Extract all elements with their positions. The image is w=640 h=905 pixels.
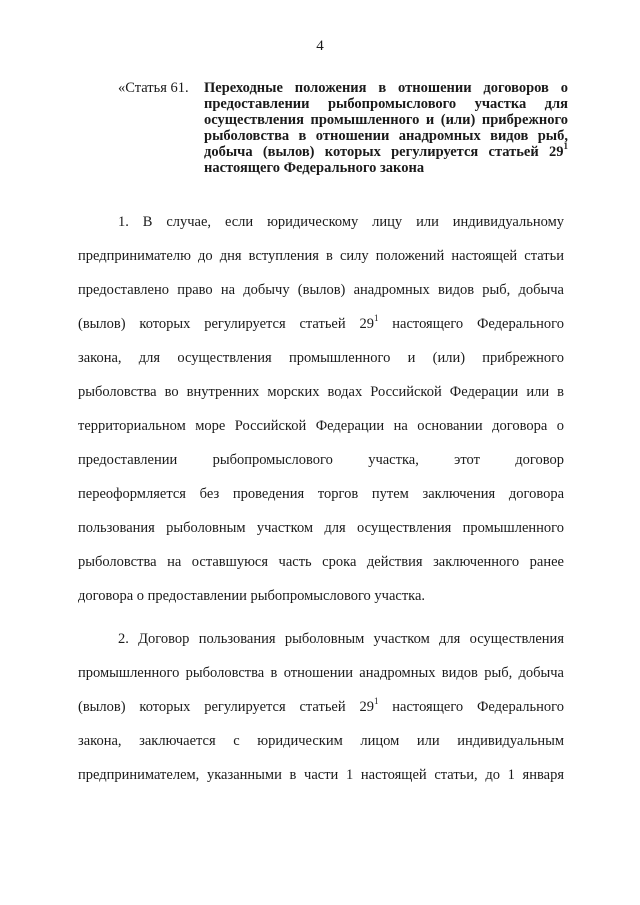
article-title-line: Переходные положения в отношении договоров о [204, 80, 568, 96]
page-number: 4 [316, 38, 324, 54]
paragraph-line: закона, для осуществления промышленного и (или) прибрежного [78, 350, 564, 366]
paragraph-line: закона, заключается с юридическим лицом или индивидуальным [78, 733, 564, 749]
paragraph-line [78, 690, 564, 724]
article-heading [118, 80, 568, 176]
article-title-line: регулируется статьей 29 [391, 144, 564, 160]
paragraph-line: 1. В случае, если юридическому лицу или индивидуальному [118, 214, 564, 230]
paragraph-segment: (вылов) которых регулируется статьей 29 [78, 699, 374, 715]
paragraph-line: предоставлено право на добычу (вылов) анадромных видов рыб, добыча [78, 282, 564, 298]
article-title-line: настоящего Федерального [204, 160, 377, 176]
article-title-line: закона [379, 160, 425, 176]
paragraph-line: договора о предоставлении рыбопромыслового участка. [78, 588, 426, 604]
paragraph-line: пользования рыболовным участком для осуществления промышленного [78, 520, 564, 536]
superscript-one: 1 [373, 313, 379, 324]
article-title-line: анадромных видов рыб, добыча (вылов) которых [204, 128, 569, 160]
superscript-one: 1 [373, 696, 379, 707]
paragraph-line: предоставлении рыбопромыслового участка, этот договор [78, 452, 564, 468]
paragraph-line: предпринимателем, указанными в части 1 настоящей статьи, до 1 января [78, 767, 564, 783]
paragraph-line: территориальном море Российской Федерации на основании договора о [78, 418, 564, 434]
article-title-line: осуществления промышленного и (или) [204, 112, 476, 128]
paragraph-segment: настоящего Федерального [378, 316, 564, 332]
article-title-line: прибрежного рыболовства в отношении [204, 112, 568, 144]
paragraph-line: рыболовства во внутренних морских водах Российской Федерации или в [78, 384, 564, 400]
article-title-line: предоставлении рыбопромыслового участка для [204, 96, 568, 112]
paragraph-line: 2. Договор пользования рыболовным участком для осуществления [118, 631, 564, 647]
article-label: «Статья 61. [118, 80, 189, 96]
superscript-one: 1 [563, 141, 568, 152]
paragraph-segment: настоящего Федерального [378, 699, 564, 715]
paragraph-2 [78, 622, 564, 792]
article-title [204, 80, 568, 176]
paragraph-line: промышленного рыболовства в отношении анадромных видов рыб, добыча [78, 665, 564, 681]
paragraph-line: рыболовства на оставшуюся часть срока действия заключенного ранее [78, 554, 564, 570]
paragraph-line: предпринимателю до дня вступления в силу положений настоящей статьи [78, 248, 564, 264]
paragraph-1 [78, 205, 564, 613]
paragraph-line [78, 307, 564, 341]
paragraph-line: переоформляется без проведения торгов путем заключения договора [78, 486, 564, 502]
paragraph-segment: (вылов) которых регулируется статьей 29 [78, 316, 374, 332]
